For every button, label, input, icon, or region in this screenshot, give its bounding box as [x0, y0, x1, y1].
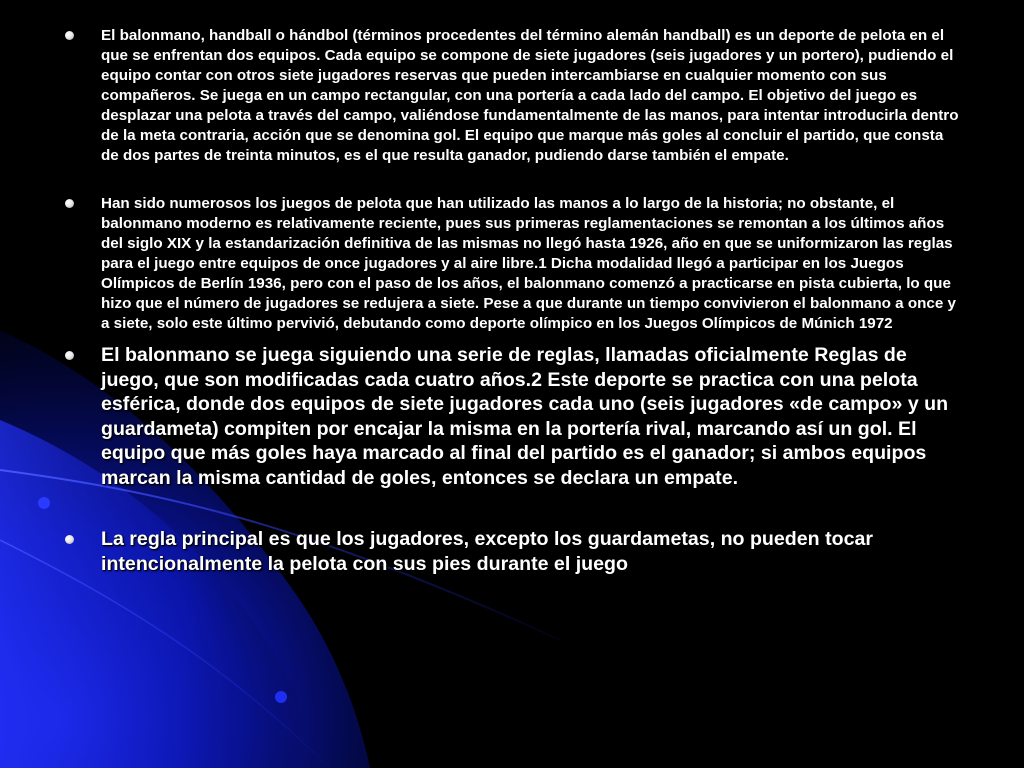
bullet-list	[60, 26, 965, 576]
bullet-item-definition	[60, 26, 965, 166]
bullet-item-main-rule	[60, 527, 965, 576]
bullet-text: El balonmano, handball o hándbol (términos procedentes del término alemán handball) es un deporte de pelota en el que se enfrentan dos equipos. Cada equipo se compone de siete jugadores (seis jugadores y un portero), pudiendo el equipo contar con otros siete jugadores reservas que pueden intercambiarse en cualquier momento con sus compañeros. Se juega en un campo rectangular, con una portería a cada lado del campo. El objetivo del juego es desplazar una pelota a través del campo, valiéndose fundamentalmente de las manos, para intentar introducirla dentro de la meta contraria, acción que se denomina gol. El equipo que marque más goles al concluir el partido, que consta de dos partes de treinta minutos, es el que resulta ganador, pudiendo darse también el empate.	[101, 27, 959, 164]
bullet-text: La regla principal es que los jugadores, excepto los guardametas, no pueden tocar intencionalmente la pelota con sus pies durante el juego	[101, 528, 873, 575]
bullet-icon	[65, 351, 74, 360]
bullet-text: El balonmano se juega siguiendo una serie de reglas, llamadas oficialmente Reglas de juego, que son modificadas cada cuatro años.2 Este deporte se practica con una pelota esférica, donde dos equipos de siete jugadores cada uno (seis jugadores «de campo» y un guardameta) compiten por encajar la misma en la portería rival, marcando así un gol. El equipo que más goles haya marcado al final del partido es el ganador; si ambos equipos marcan la misma cantidad de goles, entonces se declara un empate.	[101, 344, 949, 489]
swoosh-dot-left	[38, 497, 50, 509]
bullet-item-history	[60, 194, 965, 334]
swoosh-dot-right	[275, 691, 287, 703]
bullet-text: Han sido numerosos los juegos de pelota que han utilizado las manos a lo largo de la historia; no obstante, el balonmano moderno es relativamente reciente, pues sus primeras reglamentaciones se remontan a los últimos años del siglo XIX y la estandarización definitiva de las mismas no llegó hasta 1926, año en que se uniformizaron las reglas para el juego entre equipos de once jugadores y al aire libre.1 Dicha modalidad llegó a participar en los Juegos Olímpicos de Berlín 1936, pero con el paso de los años, el balonmano comenzó a practicarse en pista cubierta, lo que hizo que el número de jugadores se redujera a siete. Pese a que durante un tiempo convivieron el balonmano a once y a siete, solo este último pervivió, debutando como deporte olímpico en los Juegos Olímpicos de Múnich 1972	[101, 195, 956, 332]
bullet-item-rules	[60, 343, 965, 490]
bullet-icon	[65, 199, 74, 208]
bullet-icon	[65, 535, 74, 544]
bullet-icon	[65, 31, 74, 40]
